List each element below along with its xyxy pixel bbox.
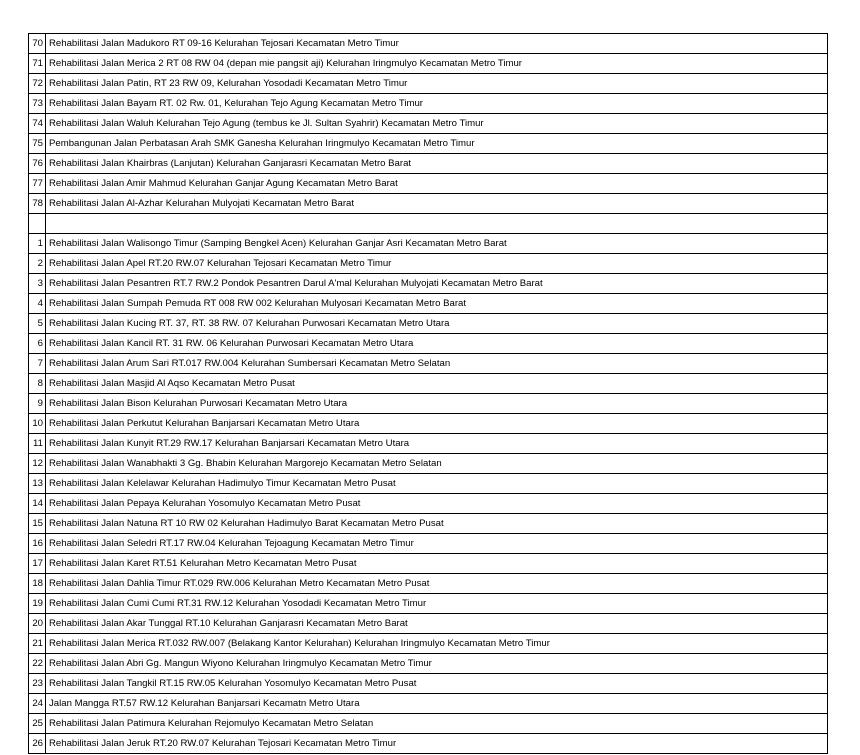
row-number-cell: 7 (29, 354, 46, 374)
row-description-cell: Rehabilitasi Jalan Jeruk RT.20 RW.07 Kelurahan Tejosari Kecamatan Metro Timur (46, 734, 828, 754)
row-number-cell: 14 (29, 494, 46, 514)
row-number-cell: 13 (29, 474, 46, 494)
row-description-cell: Rehabilitasi Jalan Wanabhakti 3 Gg. Bhabin Kelurahan Margorejo Kecamatan Metro Selatan (46, 454, 828, 474)
row-description-cell: Rehabilitasi Jalan Sumpah Pemuda RT 008 RW 002 Kelurahan Mulyosari Kecamatan Metro Barat (46, 294, 828, 314)
row-number-cell: 15 (29, 514, 46, 534)
row-number-cell: 24 (29, 694, 46, 714)
table-row (29, 594, 828, 614)
project-list-table (28, 33, 828, 754)
row-description-cell: Rehabilitasi Jalan Bison Kelurahan Purwosari Kecamatan Metro Utara (46, 394, 828, 414)
table-row (29, 494, 828, 514)
row-number-cell: 23 (29, 674, 46, 694)
row-number-cell: 21 (29, 634, 46, 654)
row-number-cell: 72 (29, 74, 46, 94)
table-row (29, 74, 828, 94)
row-description-cell: Rehabilitasi Jalan Seledri RT.17 RW.04 Kelurahan Tejoagung Kecamatan Metro Timur (46, 534, 828, 554)
row-description-cell: Rehabilitasi Jalan Tangkil RT.15 RW.05 Kelurahan Yosomulyo Kecamatan Metro Pusat (46, 674, 828, 694)
table-row (29, 254, 828, 274)
table-row (29, 374, 828, 394)
row-description-cell: Rehabilitasi Jalan Waluh Kelurahan Tejo Agung (tembus ke Jl. Sultan Syahrir) Kecamatan Metro Timur (46, 114, 828, 134)
project-list-body (29, 34, 828, 754)
row-description-cell: Rehabilitasi Jalan Patin, RT 23 RW 09, Kelurahan Yosodadi Kecamatan Metro Timur (46, 74, 828, 94)
row-description-cell: Rehabilitasi Jalan Bayam RT. 02 Rw. 01, Kelurahan Tejo Agung Kecamatan Metro Timur (46, 94, 828, 114)
row-number-cell: 19 (29, 594, 46, 614)
row-number-cell: 16 (29, 534, 46, 554)
row-number-cell: 76 (29, 154, 46, 174)
table-row (29, 694, 828, 714)
row-description-cell: Rehabilitasi Jalan Natuna RT 10 RW 02 Kelurahan Hadimulyo Barat Kecamatan Metro Pusat (46, 514, 828, 534)
table-row (29, 354, 828, 374)
table-row (29, 174, 828, 194)
table-row (29, 474, 828, 494)
row-number-cell: 1 (29, 234, 46, 254)
row-number-cell: 25 (29, 714, 46, 734)
table-row (29, 94, 828, 114)
row-description-cell (46, 214, 828, 234)
row-number-cell: 8 (29, 374, 46, 394)
row-number-cell: 12 (29, 454, 46, 474)
row-description-cell: Rehabilitasi Jalan Perkutut Kelurahan Banjarsari Kecamatan Metro Utara (46, 414, 828, 434)
table-row (29, 194, 828, 214)
row-number-cell: 73 (29, 94, 46, 114)
row-number-cell: 6 (29, 334, 46, 354)
row-description-cell: Rehabilitasi Jalan Pesantren RT.7 RW.2 Pondok Pesantren Darul A'mal Kelurahan Mulyojati Kecamatan Metro Barat (46, 274, 828, 294)
row-number-cell: 9 (29, 394, 46, 414)
row-number-cell: 2 (29, 254, 46, 274)
row-description-cell: Rehabilitasi Jalan Walisongo Timur (Samping Bengkel Acen) Kelurahan Ganjar Asri Kecamatan Metro Barat (46, 234, 828, 254)
table-row (29, 514, 828, 534)
row-number-cell: 3 (29, 274, 46, 294)
row-description-cell: Jalan Mangga RT.57 RW.12 Kelurahan Banjarsari Kecamatn Metro Utara (46, 694, 828, 714)
table-row (29, 234, 828, 254)
table-row (29, 314, 828, 334)
row-description-cell: Rehabilitasi Jalan Kucing RT. 37, RT. 38 RW. 07 Kelurahan Purwosari Kecamatan Metro Utara (46, 314, 828, 334)
table-row (29, 154, 828, 174)
table-row (29, 334, 828, 354)
row-number-cell: 77 (29, 174, 46, 194)
table-row (29, 454, 828, 474)
row-description-cell: Rehabilitasi Jalan Amir Mahmud Kelurahan Ganjar Agung Kecamatan Metro Barat (46, 174, 828, 194)
table-row (29, 54, 828, 74)
table-row (29, 614, 828, 634)
table-row (29, 714, 828, 734)
table-row (29, 294, 828, 314)
row-description-cell: Rehabilitasi Jalan Kunyit RT.29 RW.17 Kelurahan Banjarsari Kecamatan Metro Utara (46, 434, 828, 454)
table-row (29, 554, 828, 574)
row-number-cell: 10 (29, 414, 46, 434)
table-row (29, 414, 828, 434)
table-row (29, 214, 828, 234)
table-row (29, 674, 828, 694)
row-number-cell: 78 (29, 194, 46, 214)
row-number-cell: 20 (29, 614, 46, 634)
table-row (29, 114, 828, 134)
table-row (29, 534, 828, 554)
row-description-cell: Pembangunan Jalan Perbatasan Arah SMK Ganesha Kelurahan Iringmulyo Kecamatan Metro Timur (46, 134, 828, 154)
row-number-cell: 75 (29, 134, 46, 154)
row-number-cell: 17 (29, 554, 46, 574)
table-row (29, 654, 828, 674)
table-row (29, 274, 828, 294)
table-row (29, 434, 828, 454)
row-description-cell: Rehabilitasi Jalan Pepaya Kelurahan Yosomulyo Kecamatan Metro Pusat (46, 494, 828, 514)
row-number-cell: 4 (29, 294, 46, 314)
row-description-cell: Rehabilitasi Jalan Masjid Al Aqso Kecamatan Metro Pusat (46, 374, 828, 394)
row-number-cell: 70 (29, 34, 46, 54)
row-description-cell: Rehabilitasi Jalan Akar Tunggal RT.10 Kelurahan Ganjarasri Kecamatan Metro Barat (46, 614, 828, 634)
table-row (29, 734, 828, 754)
table-row (29, 574, 828, 594)
row-description-cell: Rehabilitasi Jalan Arum Sari RT.017 RW.004 Kelurahan Sumbersari Kecamatan Metro Selatan (46, 354, 828, 374)
row-number-cell: 5 (29, 314, 46, 334)
table-row (29, 394, 828, 414)
row-number-cell: 74 (29, 114, 46, 134)
row-description-cell: Rehabilitasi Jalan Khairbras (Lanjutan) Kelurahan Ganjarasri Kecamatan Metro Barat (46, 154, 828, 174)
row-description-cell: Rehabilitasi Jalan Al-Azhar Kelurahan Mulyojati Kecamatan Metro Barat (46, 194, 828, 214)
table-row (29, 34, 828, 54)
row-description-cell: Rehabilitasi Jalan Cumi Cumi RT.31 RW.12 Kelurahan Yosodadi Kecamatan Metro Timur (46, 594, 828, 614)
table-row (29, 134, 828, 154)
row-number-cell: 26 (29, 734, 46, 754)
row-number-cell: 22 (29, 654, 46, 674)
row-number-cell: 71 (29, 54, 46, 74)
row-description-cell: Rehabilitasi Jalan Apel RT.20 RW.07 Kelurahan Tejosari Kecamatan Metro Timur (46, 254, 828, 274)
row-description-cell: Rehabilitasi Jalan Kancil RT. 31 RW. 06 Kelurahan Purwosari Kecamatan Metro Utara (46, 334, 828, 354)
row-number-cell (29, 214, 46, 234)
row-description-cell: Rehabilitasi Jalan Madukoro RT 09-16 Kelurahan Tejosari Kecamatan Metro Timur (46, 34, 828, 54)
row-number-cell: 18 (29, 574, 46, 594)
row-number-cell: 11 (29, 434, 46, 454)
row-description-cell: Rehabilitasi Jalan Patimura Kelurahan Rejomulyo Kecamatan Metro Selatan (46, 714, 828, 734)
row-description-cell: Rehabilitasi Jalan Abri Gg. Mangun Wiyono Kelurahan Iringmulyo Kecamatan Metro Timur (46, 654, 828, 674)
row-description-cell: Rehabilitasi Jalan Merica RT.032 RW.007 (Belakang Kantor Kelurahan) Kelurahan Iringmulyo Kecamatan Metro Timur (46, 634, 828, 654)
row-description-cell: Rehabilitasi Jalan Dahlia Timur RT.029 RW.006 Kelurahan Metro Kecamatan Metro Pusat (46, 574, 828, 594)
row-description-cell: Rehabilitasi Jalan Merica 2 RT 08 RW 04 (depan mie pangsit aji) Kelurahan Iringmulyo Kecamatan Metro Timur (46, 54, 828, 74)
row-description-cell: Rehabilitasi Jalan Kelelawar Kelurahan Hadimulyo Timur Kecamatan Metro Pusat (46, 474, 828, 494)
table-row (29, 634, 828, 654)
row-description-cell: Rehabilitasi Jalan Karet RT.51 Kelurahan Metro Kecamatan Metro Pusat (46, 554, 828, 574)
